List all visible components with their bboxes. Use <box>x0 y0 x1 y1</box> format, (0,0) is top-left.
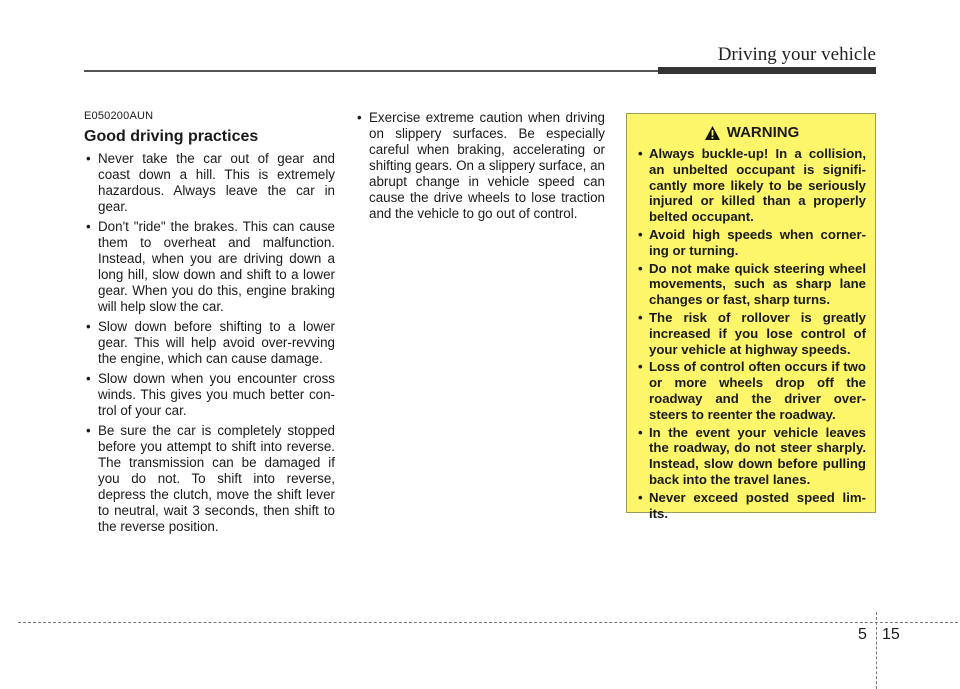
section-title: Good driving practices <box>84 128 259 145</box>
warning-header <box>637 124 866 141</box>
list-item: • Avoid high speeds when corner-ing or turning. <box>637 227 866 259</box>
middle-column <box>355 110 605 226</box>
list-item: • Be sure the car is completely stopped before you attempt to shift into reverse. The transmission can be damaged if you do not. To shift into reverse, depress the clutch, move the shift lever to neutral, wait 3 seconds, then shift to the reverse position. <box>84 423 335 535</box>
practice-list-continued <box>355 110 605 222</box>
list-item: • Slow down when you encounter cross winds. This gives you much better con-trol of your car. <box>84 371 335 419</box>
list-item: • Do not make quick steering wheel movements, such as sharp lane changes or fast, sharp turns. <box>637 261 866 308</box>
warning-list <box>637 146 866 521</box>
page-number: 15 <box>882 626 900 643</box>
list-item: • Always buckle-up! In a collision, an unbelted occupant is signifi-cantly more likely to be seriously injured or killed than a properly belted occupant. <box>637 146 866 225</box>
footer-rule <box>18 622 958 623</box>
warning-title: WARNING <box>726 124 800 141</box>
list-item: • Don't "ride" the brakes. This can cause them to overheat and malfunction. Instead, when you are driving down a long hill, slow down and shift to a lower gear. When you do this, engine braking will help slow the car. <box>84 219 335 315</box>
list-item: • The risk of rollover is greatly increased if you lose control of your vehicle at highway speeds. <box>637 310 866 357</box>
list-item: • Exercise extreme caution when driving on slippery surfaces. Be especially careful when braking, accelerating or shifting gears. On a slippery surface, an abrupt change in vehicle speed can cause the drive wheels to lose traction and the vehicle to go out of control. <box>355 110 605 222</box>
list-item: • Slow down before shifting to a lower gear. This will help avoid over-revving the engine, which can cause damage. <box>84 319 335 367</box>
header-rule <box>84 70 658 72</box>
header-title: Driving your vehicle <box>717 44 876 65</box>
header-rule-accent <box>658 67 876 74</box>
section-code: E050200AUN <box>84 110 154 122</box>
warning-triangle-icon <box>704 125 721 141</box>
footer-divider <box>876 612 877 689</box>
list-item: • Never exceed posted speed lim-its. <box>637 490 866 522</box>
practice-list <box>84 151 335 535</box>
chapter-number: 5 <box>858 626 867 643</box>
left-column <box>84 108 335 539</box>
list-item: • In the event your vehicle leaves the roadway, do not steer sharply. Instead, slow down before pulling back into the travel lanes. <box>637 425 866 488</box>
list-item: • Loss of control often occurs if two or more wheels drop off the roadway and the driver over-steers to reenter the roadway. <box>637 359 866 422</box>
list-item: • Never take the car out of gear and coast down a hill. This is extremely hazardous. Always leave the car in gear. <box>84 151 335 215</box>
warning-box <box>626 113 876 521</box>
